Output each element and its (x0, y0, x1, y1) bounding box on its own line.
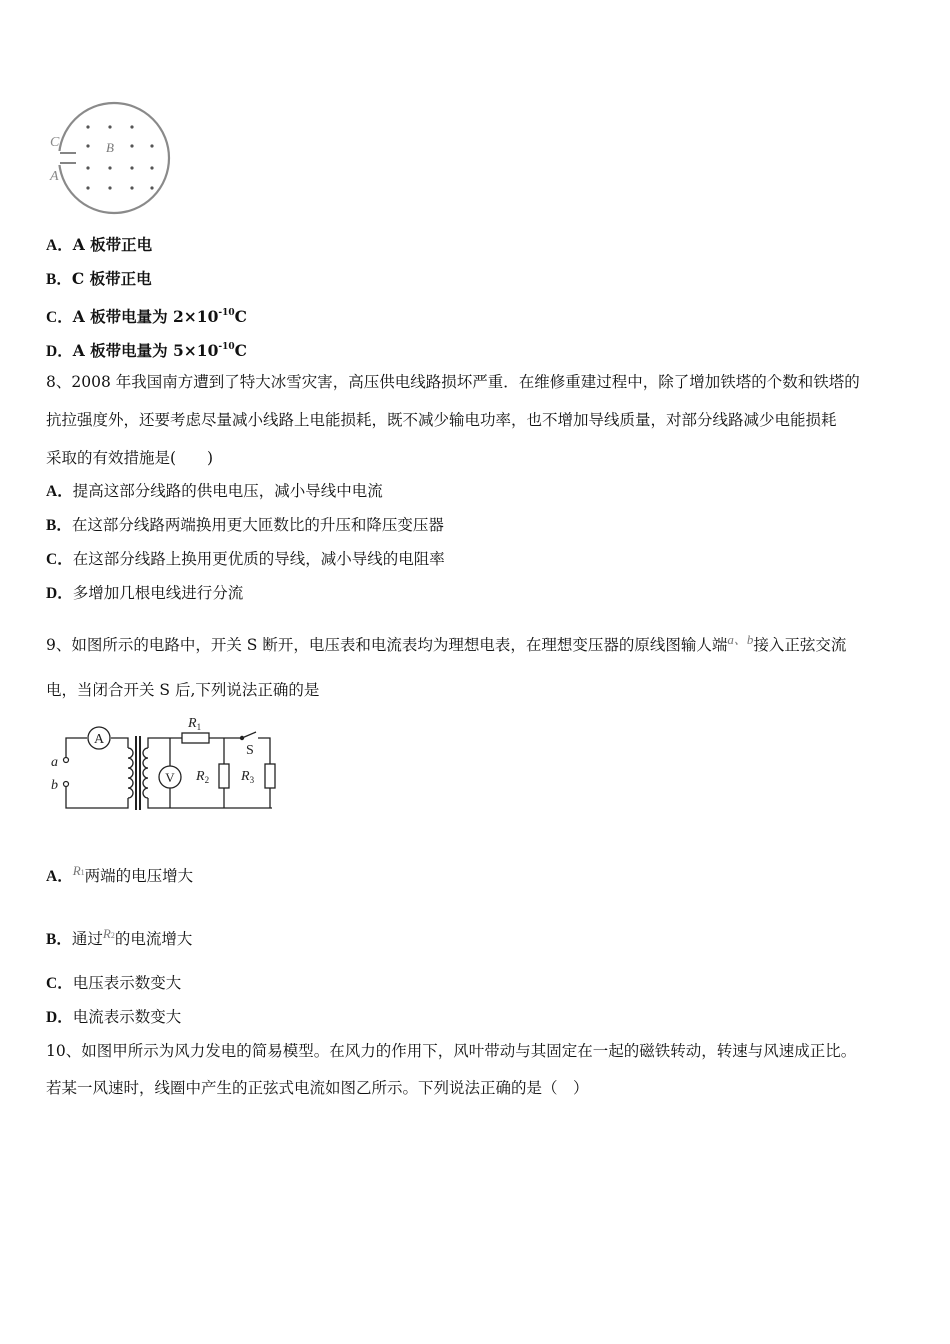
option-text: 多增加几根电线进行分流 (72, 584, 244, 602)
q8-option-b[interactable] (46, 514, 444, 537)
option-label: D． (46, 1009, 73, 1026)
switch-label: S (246, 743, 254, 758)
option-text: 在这部分线路两端换用更大匝数比的升压和降压变压器 (71, 516, 444, 534)
option-text: C 板带正电 (71, 269, 152, 288)
option-text: 电流表示数变大 (72, 1008, 182, 1026)
q9-stem-text: 9、如图所示的电路中，开关 S 断开，电压表和电流表均为理想电表，在理想变压器的原线图输人端 (46, 636, 728, 654)
q7-magnetic-field-figure (46, 100, 176, 218)
voltmeter-label: V (165, 770, 175, 785)
resistor-symbol: R1 (72, 863, 85, 878)
option-text: A 板带电量为 5×10 (72, 341, 219, 360)
q9-option-c[interactable] (46, 972, 181, 995)
q7-option-b[interactable] (46, 268, 152, 291)
option-label: A． (46, 868, 73, 885)
r3-label: $R_3$ (241, 769, 255, 785)
option-text: 两端的电压增大 (84, 867, 194, 885)
option-unit: C (234, 307, 247, 326)
q9-option-b[interactable] (46, 923, 192, 951)
r1-label: $R_1$ (188, 716, 202, 732)
option-text-before: 通过 (71, 930, 103, 948)
option-exponent: -10 (218, 342, 235, 352)
resistor-r3 (265, 764, 275, 788)
q8-stem-line-3: 采取的有效措施是( ) (46, 449, 214, 467)
q9-stem-line-2: 电，当闭合开关 S 后,下列说法正确的是 (46, 681, 320, 699)
q7-option-c[interactable] (46, 302, 247, 329)
q8-stem-line-2: 抗拉强度外，还要考虑尽量减小线路上电能损耗，既不减少输电功率，也不增加导线质量，对部分线路减少电能损耗 (46, 411, 837, 429)
option-text: 在这部分线路上换用更优质的导线，减小导线的电阻率 (72, 550, 445, 568)
plate-a-label: A (50, 169, 59, 184)
resistor-r1 (182, 733, 209, 743)
q8-option-a[interactable] (46, 480, 383, 503)
terminal-b-label: b (51, 778, 58, 793)
q7-option-a[interactable] (46, 234, 152, 257)
resistor-symbol: R2 (102, 926, 115, 941)
terminal-a (64, 758, 69, 763)
q8-stem-line-1: 8、2008 年我国南方遭到了特大冰雪灾害，高压供电线路损坏严重．在维修重建过程中，除了增加铁塔的个数和铁塔的 (46, 373, 860, 391)
option-text: 提高这部分线路的供电电压，减小导线中电流 (72, 482, 383, 500)
switch-pivot (240, 736, 244, 740)
option-label: B． (46, 271, 72, 288)
q10-stem-line-1: 10、如图甲所示为风力发电的简易模型。在风力的作用下，风叶带动与其固定在一起的磁铁转动，转速与风速成正比。 (46, 1042, 857, 1060)
ammeter-label: A (93, 732, 105, 747)
q10-stem-line-2: 若某一风速时，线圈中产生的正弦式电流如图乙所示。下列说法正确的是（ ） (46, 1079, 589, 1097)
q7-option-d[interactable] (46, 336, 247, 363)
option-label: D． (46, 343, 73, 360)
resistor-r2 (219, 764, 229, 788)
terminal-a-symbol: a (727, 632, 734, 647)
r2-label: $R_2$ (196, 769, 210, 785)
option-text: 电压表示数变大 (72, 974, 182, 992)
option-label: B． (46, 931, 72, 948)
q9-circuit-diagram (46, 712, 286, 816)
option-text: 的电流增大 (114, 930, 193, 948)
option-exponent: -10 (218, 308, 235, 318)
terminal-b (64, 782, 69, 787)
terminal-separator: 、 (733, 632, 747, 647)
option-label: A． (46, 237, 73, 254)
q9-stem-line-1 (46, 629, 846, 656)
terminal-a-label: a (51, 755, 58, 770)
option-text: A 板带电量为 2×10 (72, 307, 219, 326)
option-unit: C (234, 341, 247, 360)
option-label: A． (46, 483, 73, 500)
option-label: C． (46, 551, 73, 568)
q8-option-d[interactable] (46, 582, 243, 605)
field-b-label: B (106, 140, 114, 155)
plate-c-label: C (50, 135, 60, 150)
option-label: D． (46, 585, 73, 602)
option-label: C． (46, 309, 73, 326)
option-label: B． (46, 517, 72, 534)
q9-option-d[interactable] (46, 1006, 181, 1029)
option-label: C． (46, 975, 73, 992)
q9-stem-text-end: 接入正弦交流 (753, 636, 847, 654)
terminal-b-symbol: b (746, 632, 754, 647)
option-text: A 板带正电 (72, 235, 153, 254)
q8-option-c[interactable] (46, 548, 445, 571)
q9-option-a[interactable] (46, 860, 193, 888)
